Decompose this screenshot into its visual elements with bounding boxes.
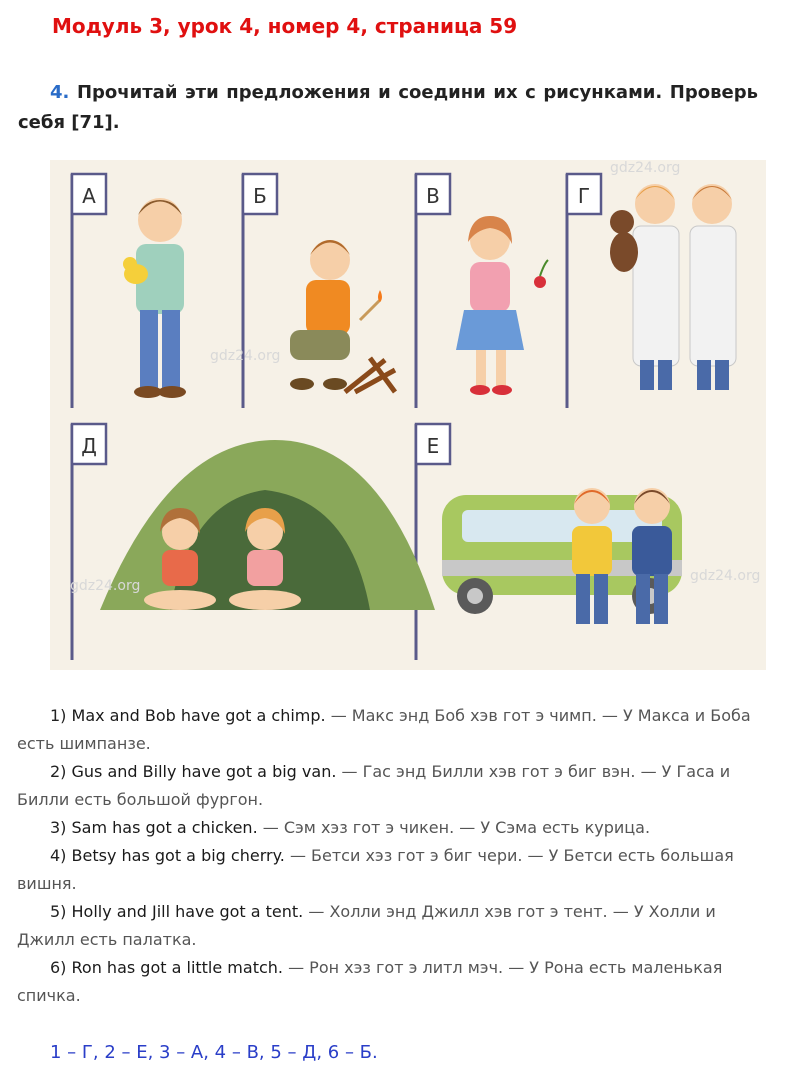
watermark: gdz24.org xyxy=(70,578,141,594)
girls-in-tent-picture xyxy=(100,440,435,610)
sentence-item xyxy=(17,954,757,1010)
sentence-translation: — Рон хэз гот э литл мэч. — У Рона есть маленькая спичка. xyxy=(17,958,723,1005)
sentence-number: 6) xyxy=(50,958,67,977)
task-instruction xyxy=(18,78,758,138)
sentence-number: 2) xyxy=(50,762,67,781)
sentence-english: Gus and Billy have got a big van. xyxy=(71,762,337,781)
men-with-chimp-picture xyxy=(610,184,736,390)
panel-flag-b xyxy=(243,174,277,408)
girl-with-cherry-picture xyxy=(456,216,548,395)
panel-letter-d: Д xyxy=(81,434,97,458)
boys-with-van-picture xyxy=(442,488,682,624)
sentence-translation: — Гас энд Билли хэв гот э биг вэн. — У Гаса и Билли есть большой фургон. xyxy=(17,762,731,809)
sentence-translation: — Сэм хэз гот э чикен. — У Сэма есть курица. xyxy=(262,818,651,837)
sentence-number: 1) xyxy=(50,706,67,725)
watermark: gdz24.org xyxy=(610,160,681,176)
sentence-english: Max and Bob have got a chimp. xyxy=(71,706,326,725)
panel-letter-v: В xyxy=(426,184,440,208)
sentence-translation: — Макс энд Боб хэв гот э чимп. — У Макса и Боба есть шимпанзе. xyxy=(17,706,751,753)
panel-letter-e: Е xyxy=(426,434,440,458)
task-number: 4. xyxy=(50,82,70,103)
boy-with-match-picture xyxy=(290,240,395,392)
watermark: gdz24.org xyxy=(690,568,761,584)
sentence-english: Holly and Jill have got a tent. xyxy=(71,902,304,921)
sentence-list xyxy=(17,702,757,1010)
sentence-translation: — Бетси хэз гот э биг чери. — У Бетси есть большая вишня. xyxy=(17,846,734,893)
task-text: Прочитай эти предложения и соедини их с рисунками. Проверь себя [71]. xyxy=(18,82,758,133)
panel-letter-g: Г xyxy=(577,184,591,208)
boy-with-chick-picture xyxy=(123,198,186,398)
sentence-english: Ron has got a little match. xyxy=(71,958,283,977)
panel-letter-b: Б xyxy=(253,184,267,208)
sentence-number: 3) xyxy=(50,818,67,837)
answer-key: 1 – Г, 2 – Е, 3 – А, 4 – В, 5 – Д, 6 – Б. xyxy=(50,1042,378,1063)
panel-flag-v xyxy=(416,174,450,408)
sentence-number: 4) xyxy=(50,846,67,865)
sentence-number: 5) xyxy=(50,902,67,921)
sentence-translation: — Холли энд Джилл хэв гот э тент. — У Холли и Джилл есть палатка. xyxy=(17,902,716,949)
sentence-item xyxy=(17,758,757,814)
sentence-english: Sam has got a chicken. xyxy=(71,818,258,837)
page-title: Модуль 3, урок 4, номер 4, страница 59 xyxy=(52,14,518,38)
sentence-english: Betsy has got a big cherry. xyxy=(71,846,285,865)
sentence-item xyxy=(17,702,757,758)
sentence-item xyxy=(17,814,757,842)
panel-flag-d xyxy=(72,424,106,660)
sentence-item xyxy=(17,898,757,954)
panel-letter-a: А xyxy=(82,184,96,208)
sentence-item xyxy=(17,842,757,898)
panel-flag-a xyxy=(72,174,106,408)
watermark: gdz24.org xyxy=(210,348,281,364)
panel-flag-g xyxy=(567,174,601,408)
illustration xyxy=(50,160,766,670)
